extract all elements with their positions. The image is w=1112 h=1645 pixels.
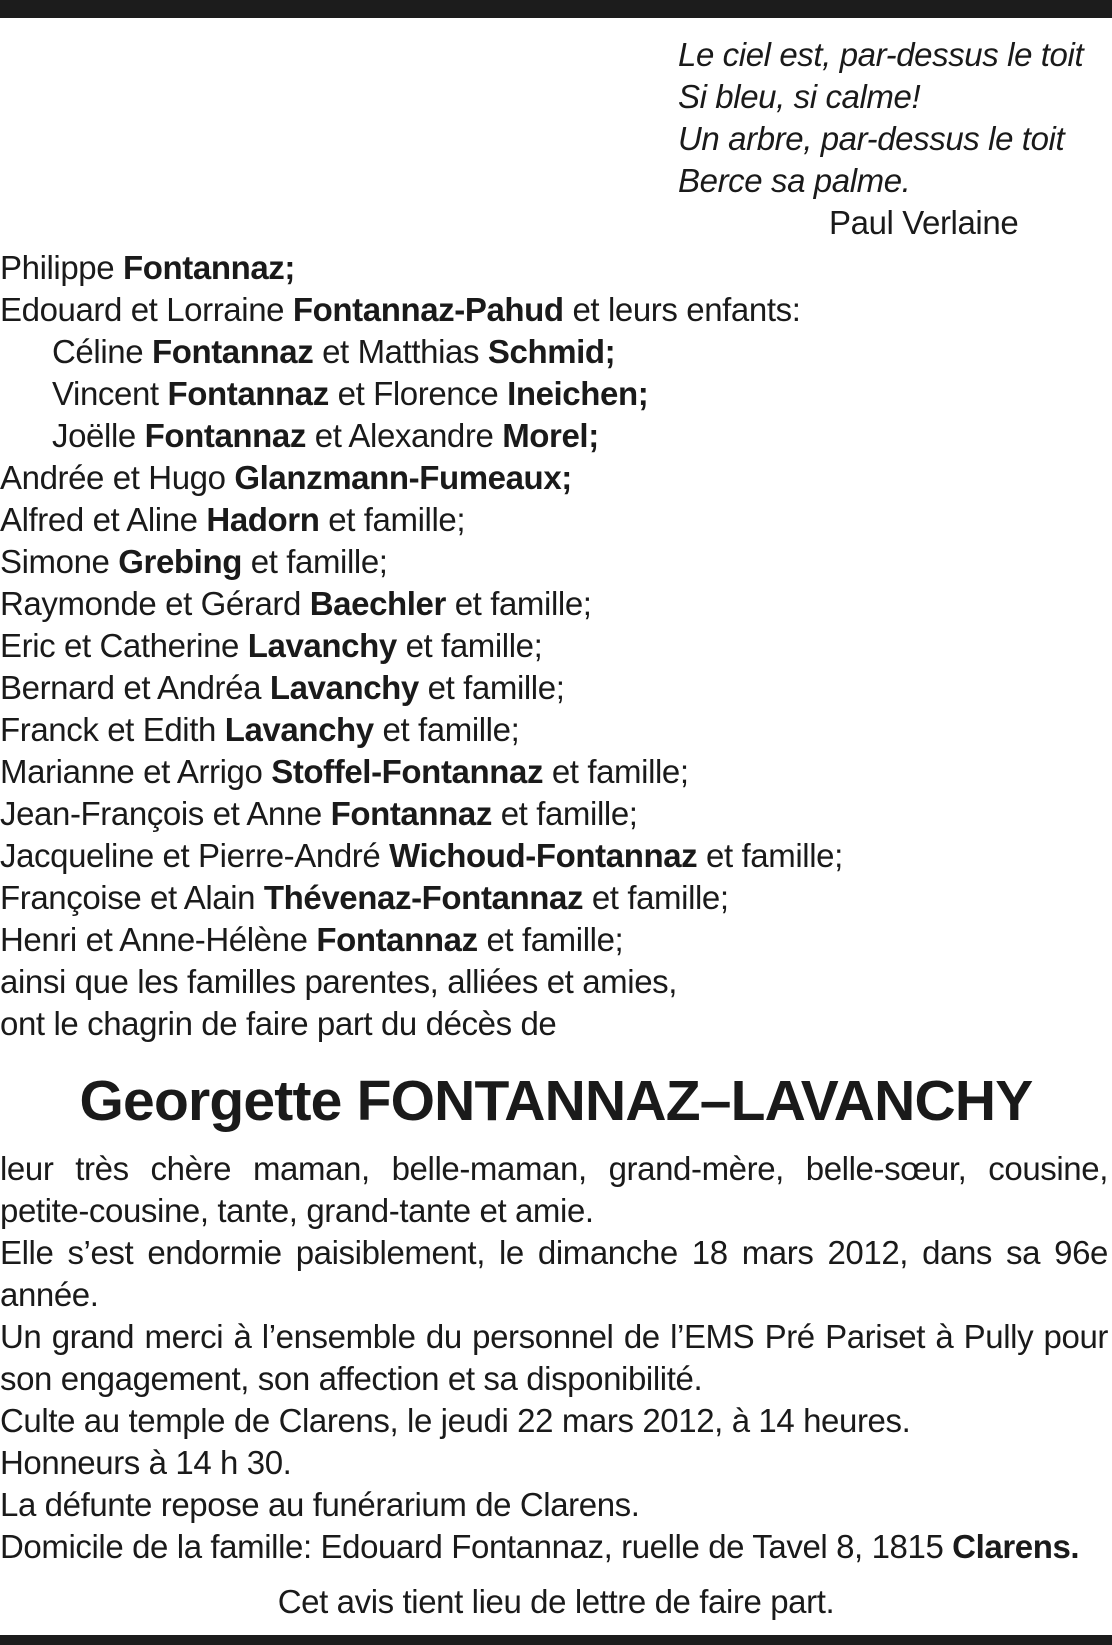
family-row: Bernard et Andréa Lavanchy et famille; [0, 669, 565, 706]
closing-line: Cet avis tient lieu de lettre de faire part. [277, 1583, 835, 1620]
family-row-child: Céline Fontannaz et Matthias Schmid; [52, 333, 616, 370]
epigraph-poem [678, 34, 1108, 244]
family-row-child: Vincent Fontannaz et Florence Ineichen; [52, 375, 649, 412]
family-list [0, 247, 1112, 1045]
family-row-child: Joëlle Fontannaz et Alexandre Morel; [52, 417, 599, 454]
family-row: Marianne et Arrigo Stoffel-Fontannaz et famille; [0, 753, 689, 790]
rest-line: La défunte repose au funérarium de Clarens. [0, 1486, 640, 1523]
family-row: Andrée et Hugo Glanzmann-Fumeaux; [0, 459, 572, 496]
domicile-line: Domicile de la famille: Edouard Fontannaz, ruelle de Tavel 8, 1815 Clarens. [0, 1528, 1080, 1565]
family-row: Philippe Fontannaz; [0, 249, 295, 286]
service-line: Culte au temple de Clarens, le jeudi 22 mars 2012, à 14 heures. [0, 1402, 911, 1439]
notice-body [0, 1148, 1108, 1568]
poem-author: Paul Verlaine [829, 204, 1019, 241]
family-row: Henri et Anne-Hélène Fontannaz et famille; [0, 921, 624, 958]
relations-paragraph: leur très chère maman, belle-maman, grand-mère, belle-sœur, cousine, petite-cousine, tante, grand-tante et amie. [0, 1150, 1108, 1229]
poem-line: Un arbre, par-dessus le toit [678, 120, 1065, 157]
family-row: Alfred et Aline Hadorn et famille; [0, 501, 466, 538]
bottom-rule [0, 1635, 1112, 1645]
family-row: Jacqueline et Pierre-André Wichoud-Fontannaz et famille; [0, 837, 843, 874]
family-row: Franck et Edith Lavanchy et famille; [0, 711, 520, 748]
poem-line: Si bleu, si calme! [678, 78, 921, 115]
honours-line: Honneurs à 14 h 30. [0, 1444, 292, 1481]
poem-line: Le ciel est, par-dessus le toit [678, 36, 1084, 73]
deceased-name: Georgette FONTANNAZ–LAVANCHY [79, 1069, 1033, 1133]
poem-line: Berce sa palme. [678, 162, 911, 199]
announcement-intro: ont le chagrin de faire part du décès de [0, 1005, 557, 1042]
family-row: Raymonde et Gérard Baechler et famille; [0, 585, 592, 622]
thanks-paragraph: Un grand merci à l’ensemble du personnel de l’EMS Pré Pariset à Pully pour son engagement, son affection et sa disponibilité. [0, 1318, 1108, 1397]
passing-paragraph: Elle s’est endormie paisiblement, le dimanche 18 mars 2012, dans sa 96e année. [0, 1234, 1108, 1313]
family-row: ainsi que les familles parentes, alliées et amies, [0, 963, 678, 1000]
top-rule [0, 0, 1112, 18]
family-row: Françoise et Alain Thévenaz-Fontannaz et famille; [0, 879, 729, 916]
family-row: Simone Grebing et famille; [0, 543, 388, 580]
family-row: Edouard et Lorraine Fontannaz-Pahud et leurs enfants: [0, 291, 801, 328]
family-row: Jean-François et Anne Fontannaz et famille; [0, 795, 638, 832]
family-row: Eric et Catherine Lavanchy et famille; [0, 627, 543, 664]
